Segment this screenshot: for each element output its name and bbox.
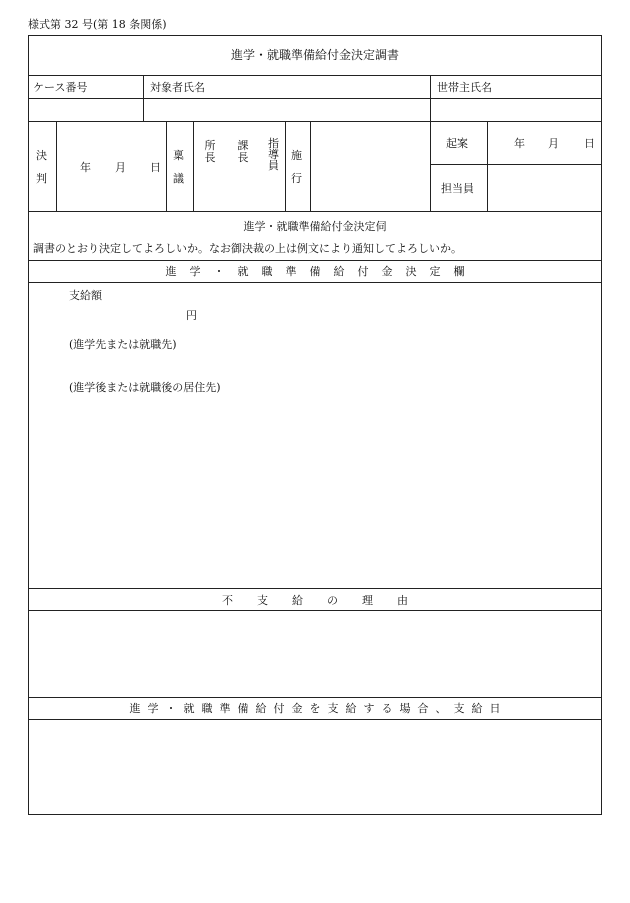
- director-label: 所長: [204, 139, 216, 164]
- form-frame: [28, 35, 602, 815]
- non-payment-header: 不支給の理由: [222, 594, 432, 607]
- decision-label-1: 決: [36, 149, 47, 162]
- subject-name-field[interactable]: [144, 99, 430, 121]
- payment-date-header: 進学・就職準備給付金を支給する場合、支給日: [129, 702, 508, 715]
- draft-date-day: 日: [584, 137, 595, 150]
- proposal-label-2: 議: [173, 172, 184, 185]
- proposal-label-1: 稟: [173, 149, 184, 162]
- enforce-label-2: 行: [291, 172, 302, 185]
- yen-label: 円: [186, 309, 197, 322]
- case-number-label: ケース番号: [33, 81, 88, 94]
- decision-label-2: 判: [36, 172, 47, 185]
- decision-date-day: 日: [150, 161, 161, 174]
- instructor-label: 指導員: [268, 137, 279, 172]
- householder-name-label: 世帯主氏名: [437, 81, 492, 94]
- draft-date-month: 月: [548, 137, 559, 150]
- enforce-label-1: 施: [291, 149, 302, 162]
- residence-label: (進学後または就職後の居住先): [69, 381, 221, 394]
- destination-label: (進学先または就職先): [69, 338, 177, 351]
- subject-name-label: 対象者氏名: [150, 81, 205, 94]
- inquiry-title: 進学・就職準備給付金決定伺: [243, 220, 387, 233]
- amount-label: 支給額: [69, 289, 102, 302]
- householder-name-field[interactable]: [431, 99, 601, 121]
- payment-date-field[interactable]: [29, 720, 601, 812]
- case-number-field[interactable]: [29, 99, 143, 121]
- section-chief-label: 課長: [237, 139, 249, 164]
- form-title: 進学・就職準備給付金決定調書: [230, 48, 399, 62]
- draft-label: 起案: [446, 137, 468, 150]
- staff-label: 担当員: [441, 182, 474, 195]
- non-payment-field[interactable]: [29, 611, 601, 697]
- decision-section-header: 進学・就職準備給付金決定欄: [165, 265, 478, 278]
- inquiry-text: 調書のとおり決定してよろしいか。なお御決裁の上は例文により通知してよろしいか。: [33, 242, 462, 255]
- form-number: 様式第 32 号(第 18 条関係): [28, 18, 167, 31]
- draft-date-year: 年: [514, 137, 525, 150]
- decision-date-year: 年: [80, 161, 91, 174]
- decision-date-month: 月: [115, 161, 126, 174]
